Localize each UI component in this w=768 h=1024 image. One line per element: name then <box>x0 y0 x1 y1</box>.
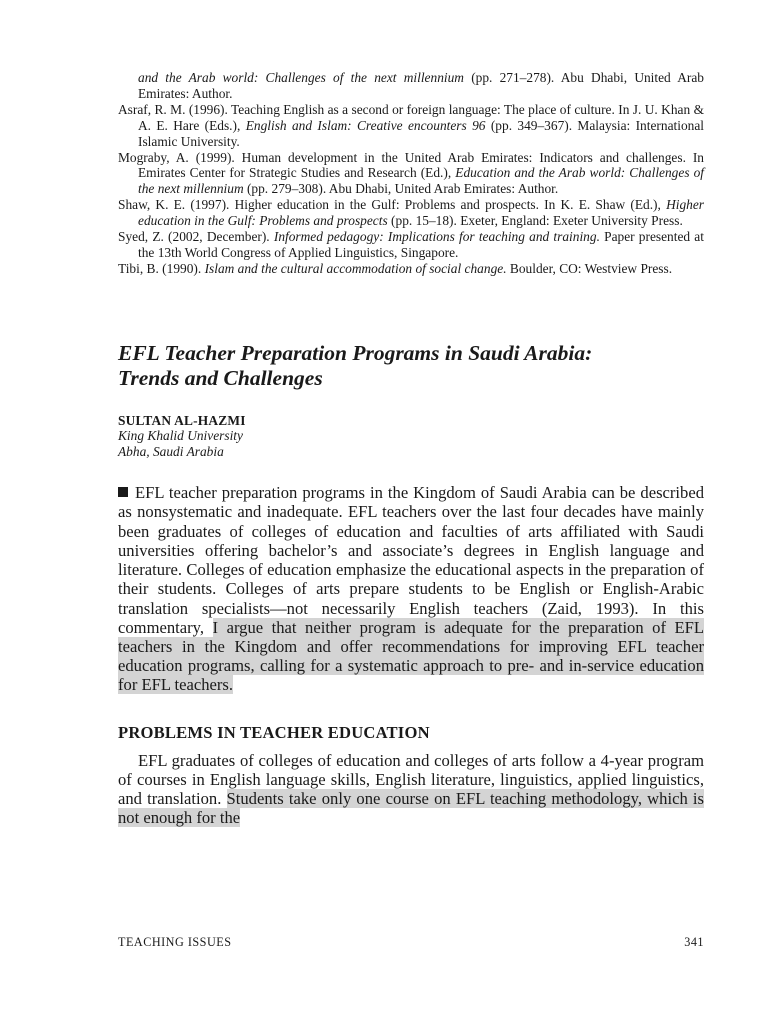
highlighted-text: I argue that neither program is adequate for the preparation of EFL teachers in the Kingdom and offer recommendations for improving EFL teacher education programs, calling for a systematic approach to pre- and in-service education for EFL teachers. <box>118 617 705 695</box>
reference-entry: and the Arab world: Challenges of the next millennium (pp. 271–278). Abu Dhabi, United Arab Emirates: Author. <box>138 70 704 101</box>
reference-entry: Shaw, K. E. (1997). Higher education in the Gulf: Problems and prospects. In K. E. Shaw (Ed.), Higher education in the Gulf: Problems and prospects (pp. 15–18). Exeter, England: Exeter University Press. <box>118 197 704 229</box>
reference-entry: Syed, Z. (2002, December). Informed pedagogy: Implications for teaching and training. Paper presented at the 13th World Congress of Applied Linguistics, Singapore. <box>118 229 704 260</box>
body-paragraph: EFL graduates of colleges of education and colleges of arts follow a 4-year program of courses in English language skills, English literature, linguistics, applied linguistics, and translation. Students take only one course on EFL teaching methodology, which is not enough for the <box>118 750 705 828</box>
section-heading: PROBLEMS IN TEACHER EDUCATION <box>118 722 430 742</box>
article-body <box>118 483 704 827</box>
author-location: Abha, Saudi Arabia <box>118 443 224 459</box>
reference-list <box>118 70 704 277</box>
author-name: SULTAN AL-HAZMI <box>118 412 246 428</box>
square-bullet-icon <box>118 487 128 497</box>
page-footer <box>118 935 704 950</box>
highlighted-text: Students take only one course on EFL teaching methodology, which is not enough for the <box>118 789 705 828</box>
reference-entry: Asraf, R. M. (1996). Teaching English as a second or foreign language: The place of culture. In J. U. Khan & A. E. Hare (Eds.), English and Islam: Creative encounters 96 (pp. 349–367). Malaysia: International Islamic University. <box>118 101 705 149</box>
abstract-paragraph: EFL teacher preparation programs in the Kingdom of Saudi Arabia can be described as nonsystematic and inadequate. EFL teachers over the last four decades have mainly been graduates of colleges of education and faculties of arts affiliated with Saudi universities offering bachelor’s and associate’s degrees in English language and literature. Colleges of education emphasize the educational aspects in the preparation of their students. Colleges of arts prepare students to be English or English-Arabic translation specialists—not necessarily English teachers (Zaid, 1993). In this commentary, I argue that neither program is adequate for the preparation of EFL teachers in the Kingdom and offer recommendations for improving EFL teacher education programs, calling for a systematic approach to pre- and in-service education for EFL teachers. <box>118 483 705 695</box>
author-affiliation: King Khalid University <box>118 428 243 444</box>
page-number: 341 <box>684 935 704 949</box>
reference-entry: Mograby, A. (1999). Human development in the United Arab Emirates: Indicators and challenges. In Emirates Center for Strategic Studies and Research (Ed.), Education and the Arab world: Challenges of the next millennium (pp. 279–308). Abu Dhabi, United Arab Emirates: Author. <box>118 149 704 197</box>
page-content <box>118 70 704 828</box>
author-block <box>118 413 704 460</box>
article-title: EFL Teacher Preparation Programs in Saudi Arabia: Trends and Challenges <box>118 340 593 390</box>
running-footer: TEACHING ISSUES <box>118 935 232 949</box>
reference-entry: Tibi, B. (1990). Islam and the cultural accommodation of social change. Boulder, CO: Westview Press. <box>118 260 673 276</box>
